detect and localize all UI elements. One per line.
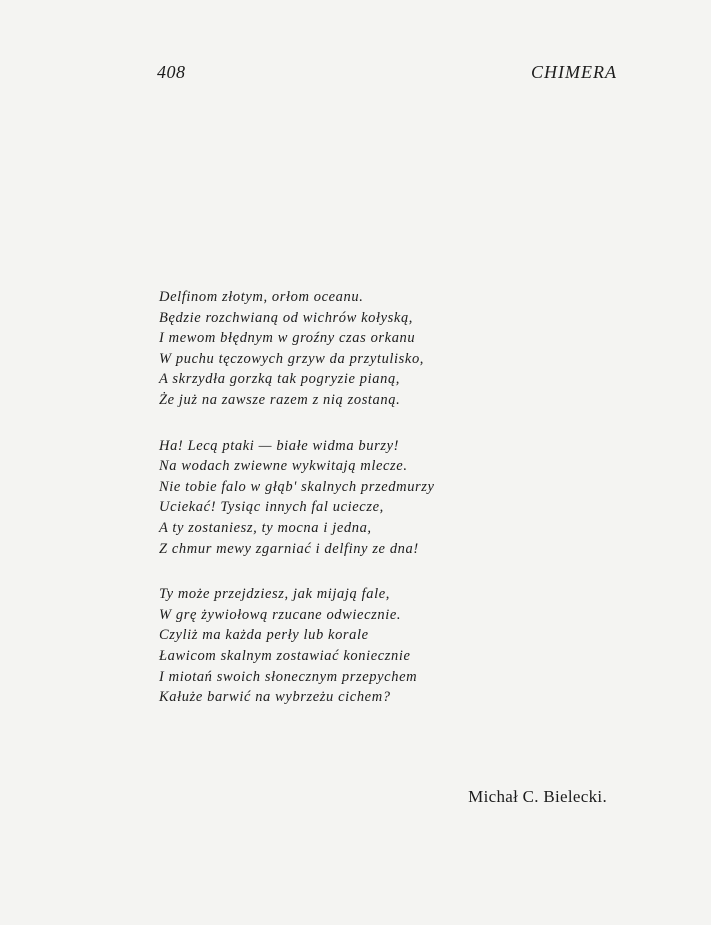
poem-line: Delfinom złotym, orłom oceanu. <box>159 289 364 305</box>
poem-line: Na wodach zwiewne wykwitają mlecze. <box>159 458 408 475</box>
poem-line: Nie tobie falo w głąb' skalnych przedmurzy <box>159 478 435 495</box>
poem-line: I mewom błędnym w groźny czas orkanu <box>159 330 416 347</box>
stanza <box>159 436 539 560</box>
poem-line: A ty zostaniesz, ty mocna i jedna, <box>159 519 372 536</box>
poem-line: W grę żywiołową rzucane odwiecznie. <box>159 606 402 623</box>
stanza <box>159 584 539 708</box>
poem-line: W puchu tęczowych grzyw da przytulisko, <box>159 350 425 367</box>
poem-line: A skrzydła gorzką tak pogryzie pianą, <box>159 371 401 388</box>
running-head: CHIMERA <box>531 62 617 82</box>
poem-line: Będzie rozchwianą od wichrów kołyską, <box>159 309 414 326</box>
poem-line: I miotań swoich słonecznym przepychem <box>159 668 418 685</box>
poem-line: Ławicom skalnym zostawiać koniecznie <box>159 647 411 664</box>
poem <box>159 287 539 733</box>
page-number: 408 <box>157 62 186 82</box>
author-signature: Michał C. Bielecki. <box>468 787 607 806</box>
poem-line: Kałuże barwić na wybrzeżu cichem? <box>159 689 391 706</box>
poem-line: Ha! Lecą ptaki — białe widma burzy! <box>159 437 400 454</box>
poem-line: Uciekać! Tysiąc innych fal uciecze, <box>159 499 384 516</box>
poem-line: Że już na zawsze razem z nią zostaną. <box>159 391 401 408</box>
poem-line: Czyliż ma każda perły lub korale <box>159 627 369 644</box>
poem-line: Ty może przejdziesz, jak mijają fale, <box>159 586 390 603</box>
stanza <box>159 287 539 411</box>
poem-line: Z chmur mewy zgarniać i delfiny ze dna! <box>159 540 419 557</box>
